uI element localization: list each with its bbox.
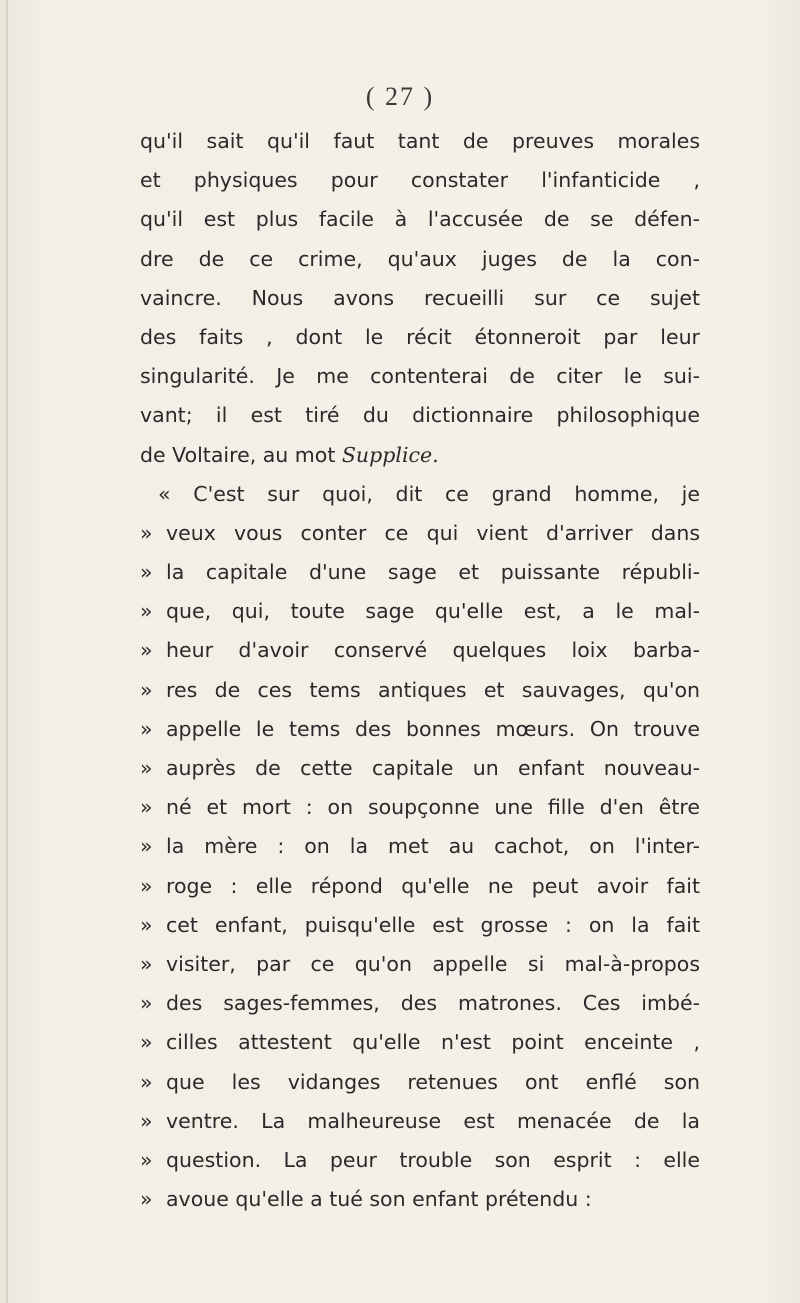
text-line — [140, 710, 700, 749]
quote-mark: » — [140, 873, 153, 898]
quote-mark: » — [140, 638, 153, 663]
line-text: appelle le tems des bonnes mœurs. On trouve — [166, 716, 700, 741]
text-line — [140, 514, 700, 553]
line-text: question. La peur trouble son esprit : elle — [166, 1147, 700, 1172]
line-text: qu'il sait qu'il faut tant de preuves morales — [140, 129, 700, 153]
text-line — [140, 553, 700, 592]
text-line — [140, 475, 700, 514]
line-text: des sages-femmes, des matrones. Ces imbé- — [166, 991, 700, 1016]
text-line — [140, 671, 700, 710]
text-line — [140, 867, 700, 906]
text-line — [140, 945, 700, 984]
quote-mark: » — [140, 1147, 153, 1172]
text-line — [140, 906, 700, 945]
quote-mark: » — [140, 1108, 153, 1133]
line-text: cet enfant, puisqu'elle est grosse : on la fait — [166, 912, 700, 937]
line-text: la mère : on la met au cachot, on l'inter- — [166, 834, 700, 859]
quote-mark: » — [140, 1069, 153, 1094]
quote-mark: » — [140, 677, 153, 702]
line-text: que, qui, toute sage qu'elle est, a le mal- — [166, 599, 700, 624]
line-text: veux vous conter ce qui vient d'arriver dans — [166, 520, 700, 545]
text-line — [140, 1063, 700, 1102]
text-line — [140, 1141, 700, 1180]
line-text: cilles attestent qu'elle n'est point enceinte , — [166, 1030, 700, 1055]
quote-mark: » — [140, 520, 153, 545]
line-text: singularité. Je me contenterai de citer le sui- — [140, 364, 700, 389]
text-line — [140, 1023, 700, 1062]
line-text: auprès de cette capitale un enfant nouveau- — [166, 756, 700, 780]
italic-word: Supplice. — [341, 442, 439, 467]
text-line — [140, 592, 700, 631]
line-text: avoue qu'elle a tué son enfant prétendu : — [166, 1187, 592, 1212]
line-text: visiter, par ce qu'on appelle si mal-à-propos — [166, 951, 700, 976]
text-line — [140, 984, 700, 1023]
quote-mark: » — [140, 834, 153, 859]
text-line — [140, 436, 700, 475]
text-line — [140, 1180, 700, 1219]
quote-mark: » — [140, 1187, 153, 1212]
quote-mark: » — [140, 560, 153, 585]
text-line — [140, 396, 700, 435]
text-line — [140, 357, 700, 396]
text-line — [140, 827, 700, 866]
line-text: né et mort : on soupçonne une fille d'en être — [166, 795, 700, 820]
quote-mark: » — [140, 912, 153, 937]
line-text: et physiques pour constater l'infanticide , — [140, 168, 700, 193]
quote-mark: » — [140, 716, 153, 741]
line-text: res de ces tems antiques et sauvages, qu'on — [166, 677, 700, 702]
text-line — [140, 279, 700, 318]
line-text: la capitale d'une sage et puissante républi- — [166, 560, 700, 585]
line-text: dre de ce crime, qu'aux juges de la con- — [140, 246, 700, 271]
quote-mark: » — [140, 795, 153, 820]
line-text: « C'est sur quoi, dit ce grand homme, je — [158, 481, 700, 506]
text-line — [140, 1102, 700, 1141]
text-line — [140, 122, 700, 161]
body-text — [140, 122, 700, 1219]
text-line — [140, 240, 700, 279]
line-text: vant; il est tiré du dictionnaire philosophique — [140, 403, 700, 428]
line-text: de Voltaire, au mot — [140, 442, 336, 467]
text-line — [140, 749, 700, 788]
text-line — [140, 161, 700, 200]
text-line — [140, 200, 700, 239]
text-line — [140, 631, 700, 670]
quote-mark: » — [140, 1030, 153, 1055]
quote-mark: » — [140, 951, 153, 976]
text-line — [140, 318, 700, 357]
quote-mark: » — [140, 991, 153, 1016]
line-text: qu'il est plus facile à l'accusée de se défen- — [140, 207, 700, 232]
line-text: que les vidanges retenues ont enflé son — [166, 1069, 700, 1094]
line-text: roge : elle répond qu'elle ne peut avoir fait — [166, 873, 700, 898]
line-text: des faits , dont le récit étonneroit par leur — [140, 324, 700, 349]
page-gutter — [6, 0, 8, 1303]
line-text: vaincre. Nous avons recueilli sur ce sujet — [140, 285, 700, 310]
line-text: ventre. La malheureuse est menacée de la — [166, 1108, 700, 1133]
quote-mark: » — [140, 756, 153, 780]
page-number: ( 27 ) — [365, 82, 435, 111]
quote-mark: » — [140, 599, 153, 624]
line-text: heur d'avoir conservé quelques loix barba- — [166, 638, 700, 663]
text-line — [140, 788, 700, 827]
